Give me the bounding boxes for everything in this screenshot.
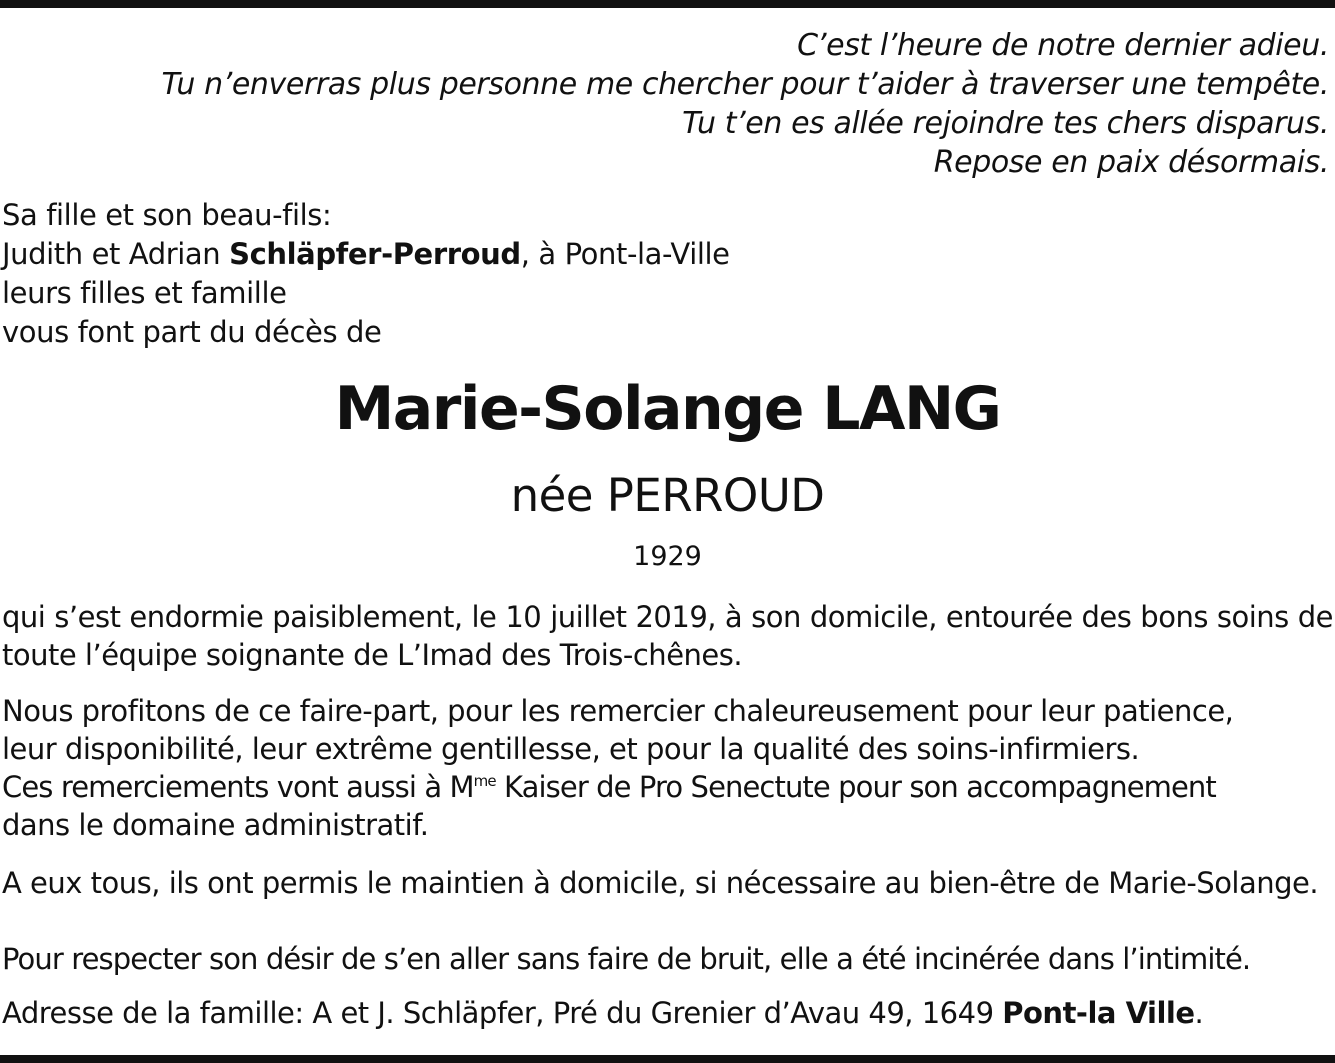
poem-line: Tu t’en es allée rejoindre tes chers disparus. bbox=[682, 106, 1329, 141]
poem-line: Tu n’enverras plus personne me chercher pour t’aider à traverser une tempête. bbox=[161, 67, 1329, 102]
intro-text: Judith et Adrian bbox=[2, 237, 230, 271]
deceased-name: Marie-Solange LANG bbox=[334, 374, 1001, 444]
thanks-line: leur disponibilité, leur extrême gentillesse, et pour la qualité des soins-infirmiers. bbox=[2, 732, 1140, 766]
epitaph-poem bbox=[161, 26, 1329, 182]
address-text: Adresse de la famille: A et J. Schläpfer, Pré du Grenier d’Avau 49, 1649 bbox=[2, 996, 1003, 1030]
intro-line bbox=[2, 235, 730, 274]
paragraph-cremation: Pour respecter son désir de s’en aller sans faire de bruit, elle a été incinérée dans l’intimité. bbox=[2, 942, 1251, 976]
thanks-text: Ces remerciements vont aussi à M bbox=[2, 770, 474, 804]
intro-line: leurs filles et famille bbox=[2, 276, 287, 310]
title-superscript: me bbox=[473, 772, 496, 790]
top-border-rule bbox=[0, 0, 1335, 8]
intro-line: vous font part du décès de bbox=[2, 315, 382, 349]
thanks-line bbox=[2, 768, 1333, 806]
paragraph-home-care: A eux tous, ils ont permis le maintien à domicile, si nécessaire au bien-être de Marie-Solange. bbox=[2, 866, 1319, 900]
maiden-name: née PERROUD bbox=[510, 469, 825, 522]
thanks-text: Kaiser de Pro Senectute pour son accompagnement bbox=[495, 770, 1216, 804]
thanks-line: Nous profitons de ce faire-part, pour les remercier chaleureusement pour leur patience, bbox=[2, 694, 1234, 728]
family-surname: Schläpfer-Perroud bbox=[229, 237, 521, 271]
address-town: Pont-la Ville bbox=[1002, 996, 1195, 1030]
paragraph-passing: qui s’est endormie paisiblement, le 10 juillet 2019, à son domicile, entourée des bons soins de toute l’équipe soignante de L’Imad des Trois-chênes. bbox=[2, 600, 1333, 672]
poem-line: C’est l’heure de notre dernier adieu. bbox=[797, 28, 1329, 63]
family-address bbox=[2, 994, 1333, 1032]
intro-text: , à Pont-la-Ville bbox=[520, 237, 730, 271]
birth-year: 1929 bbox=[633, 541, 702, 572]
bottom-border-rule bbox=[0, 1055, 1335, 1063]
address-text: . bbox=[1194, 996, 1204, 1030]
family-announcement bbox=[2, 196, 730, 352]
paragraph-thanks bbox=[2, 692, 1333, 844]
thanks-line: dans le domaine administratif. bbox=[2, 808, 429, 842]
poem-line: Repose en paix désormais. bbox=[933, 145, 1329, 180]
intro-line: Sa fille et son beau-fils: bbox=[2, 198, 332, 232]
